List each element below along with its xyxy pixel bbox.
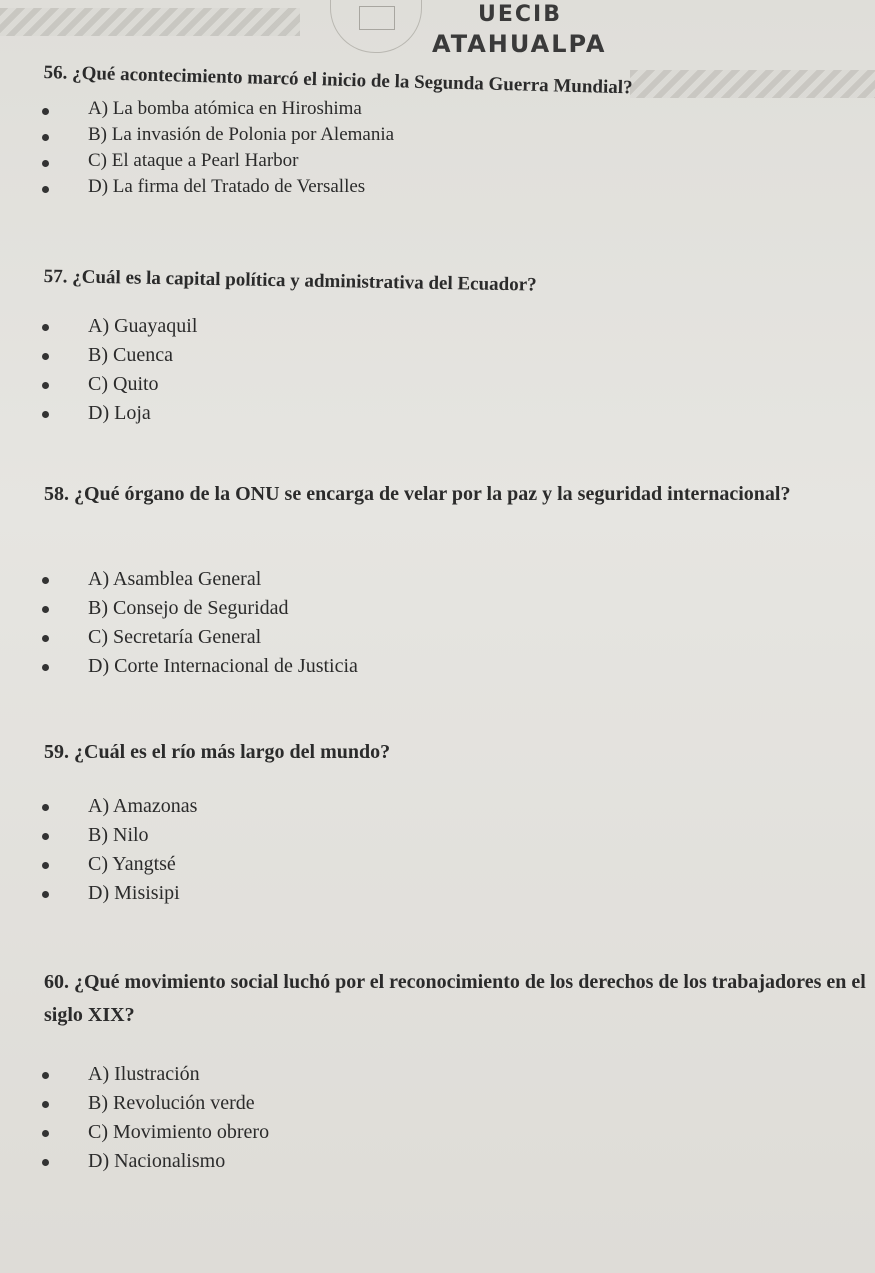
option-59-a xyxy=(40,792,197,821)
option-59-b xyxy=(40,821,197,850)
bullet-icon xyxy=(42,160,49,167)
option-57-d xyxy=(40,399,197,428)
option-59-c xyxy=(40,850,197,879)
question-56: 56. ¿Qué acontecimiento marcó el inicio de la Segunda Guerra Mundial? xyxy=(43,61,633,99)
bullet-icon xyxy=(42,324,49,331)
bullet-icon xyxy=(42,635,49,642)
option-58-d xyxy=(40,652,358,681)
option-57-a xyxy=(40,312,197,341)
option-label: D) Misisipi xyxy=(88,882,180,904)
option-label: B) La invasión de Polonia por Alemania xyxy=(88,124,395,145)
option-label: D) Nacionalismo xyxy=(88,1150,226,1172)
question-60: 60. ¿Qué movimiento social luchó por el reconocimiento de los derechos de los trabajadores en el siglo XIX? xyxy=(44,971,866,1026)
option-60-c xyxy=(40,1118,269,1147)
option-57-b xyxy=(40,341,197,370)
bullet-icon xyxy=(42,577,49,584)
option-58-b xyxy=(40,594,358,623)
option-label: B) Cuenca xyxy=(88,344,173,366)
option-label: C) Movimiento obrero xyxy=(88,1121,270,1143)
bullet-icon xyxy=(42,134,49,141)
option-label: A) La bomba atómica en Hiroshima xyxy=(88,98,362,119)
school-logo xyxy=(330,0,422,53)
logo-emblem-icon xyxy=(359,6,395,30)
option-56-c xyxy=(40,148,394,174)
option-58-c xyxy=(40,623,358,652)
options-58 xyxy=(40,565,358,681)
option-label: A) Amazonas xyxy=(88,795,198,817)
question-59: 59. ¿Cuál es el río más largo del mundo? xyxy=(44,741,391,763)
option-label: D) La firma del Tratado de Versalles xyxy=(88,176,366,197)
bullet-icon xyxy=(42,891,49,898)
bullet-icon xyxy=(42,833,49,840)
bullet-icon xyxy=(42,804,49,811)
question-57: 57. ¿Cuál es la capital política y administrativa del Ecuador? xyxy=(43,265,537,296)
option-label: B) Revolución verde xyxy=(88,1092,255,1114)
option-label: A) Asamblea General xyxy=(88,568,262,590)
decorative-border-left xyxy=(0,8,300,36)
options-56 xyxy=(40,96,394,200)
question-58: 58. ¿Qué órgano de la ONU se encarga de velar por la paz y la seguridad internacional? xyxy=(44,483,791,505)
options-60 xyxy=(40,1060,269,1176)
option-56-b xyxy=(40,122,394,148)
bullet-icon xyxy=(42,382,49,389)
options-59 xyxy=(40,792,197,908)
option-label: B) Nilo xyxy=(88,824,149,846)
bullet-icon xyxy=(42,1130,49,1137)
options-57 xyxy=(40,312,197,428)
bullet-icon xyxy=(42,108,49,115)
option-label: B) Consejo de Seguridad xyxy=(88,597,289,619)
bullet-icon xyxy=(42,1159,49,1166)
bullet-icon xyxy=(42,1072,49,1079)
bullet-icon xyxy=(42,664,49,671)
school-name-line1: UECIB xyxy=(478,2,562,27)
option-56-d xyxy=(40,174,394,200)
bullet-icon xyxy=(42,186,49,193)
option-label: C) El ataque a Pearl Harbor xyxy=(88,150,299,171)
option-58-a xyxy=(40,565,358,594)
option-label: A) Guayaquil xyxy=(88,315,198,337)
option-label: D) Corte Internacional de Justicia xyxy=(88,655,358,677)
option-label: C) Quito xyxy=(88,373,159,395)
option-label: C) Yangtsé xyxy=(88,853,176,875)
option-56-a xyxy=(40,96,394,122)
option-59-d xyxy=(40,879,197,908)
option-60-a xyxy=(40,1060,269,1089)
option-label: A) Ilustración xyxy=(88,1063,200,1085)
option-60-d xyxy=(40,1147,269,1176)
bullet-icon xyxy=(42,353,49,360)
bullet-icon xyxy=(42,411,49,418)
option-label: D) Loja xyxy=(88,402,151,424)
option-label: C) Secretaría General xyxy=(88,626,262,648)
bullet-icon xyxy=(42,1101,49,1108)
option-57-c xyxy=(40,370,197,399)
bullet-icon xyxy=(42,606,49,613)
school-name-line2: ATAHUALPA xyxy=(432,30,607,58)
bullet-icon xyxy=(42,862,49,869)
option-60-b xyxy=(40,1089,269,1118)
